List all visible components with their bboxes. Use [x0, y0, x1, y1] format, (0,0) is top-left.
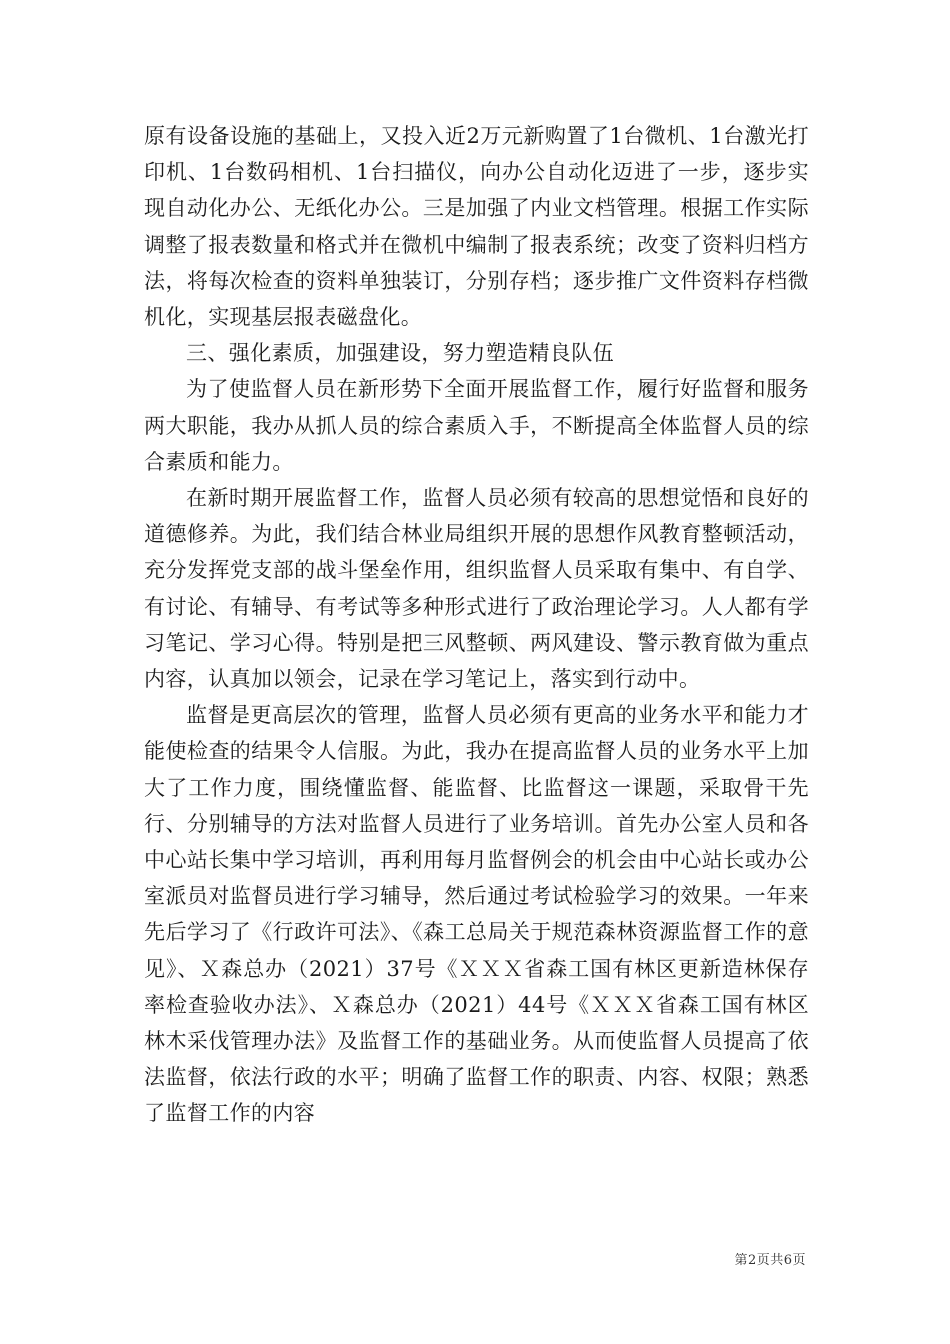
page-number-footer: 第2页共6页: [734, 1253, 806, 1268]
document-body: [144, 118, 809, 1132]
paragraph-business-training: 监督是更高层次的管理，监督人员必须有更高的业务水平和能力才能使检查的结果令人信服。为此，我办在提高监督人员的业务水平上加大了工作力度，围绕懂监督、能监督、比监督这一课题，采取骨干先行、分别辅导的方法对监督人员进行了业务培训。首先办公室人员和各中心站长集中学习培训，再利用每月监督例会的机会由中心站长或办公室派员对监督员进行学习辅导，然后通过考试检验学习的效果。一年来先后学习了《行政许可法》、《森工总局关于规范森林资源监督工作的意见》、Ｘ森总办（2021）37号《ＸＸＸ省森工国有林区更新造林保存率检查验收办法》、Ｘ森总办（2021）44号《ＸＸＸ省森工国有林区林木采伐管理办法》及监督工作的基础业务。从而使监督人员提高了依法监督，依法行政的水平；明确了监督工作的职责、内容、权限；熟悉了监督工作的内容: [144, 703, 809, 1126]
paragraph-continuation: 原有设备设施的基础上，又投入近2万元新购置了1台微机、1台激光打印机、1台数码相机、1台扫描仪，向办公自动化迈进了一步，逐步实现自动化办公、无纸化办公。三是加强了内业文档管理。根据工作实际调整了报表数量和格式并在微机中编制了报表系统；改变了资料归档方法，将每次检查的资料单独装订，分别存档；逐步推广文件资料存档微机化，实现基层报表磁盘化。: [144, 124, 809, 330]
paragraph-intro: 为了使监督人员在新形势下全面开展监督工作，履行好监督和服务两大职能，我办从抓人员的综合素质入手，不断提高全体监督人员的综合素质和能力。: [144, 377, 809, 474]
paragraph-political-study: 在新时期开展监督工作，监督人员必须有较高的思想觉悟和良好的道德修养。为此，我们结合林业局组织开展的思想作风教育整顿活动，充分发挥党支部的战斗堡垒作用，组织监督人员采取有集中、有自学、有讨论、有辅导、有考试等多种形式进行了政治理论学习。人人都有学习笔记、学习心得。特别是把三风整顿、两风建设、警示教育做为重点内容，认真加以领会，记录在学习笔记上，落实到行动中。: [144, 486, 809, 692]
section-heading: 三、强化素质，加强建设，努力塑造精良队伍: [186, 341, 614, 366]
